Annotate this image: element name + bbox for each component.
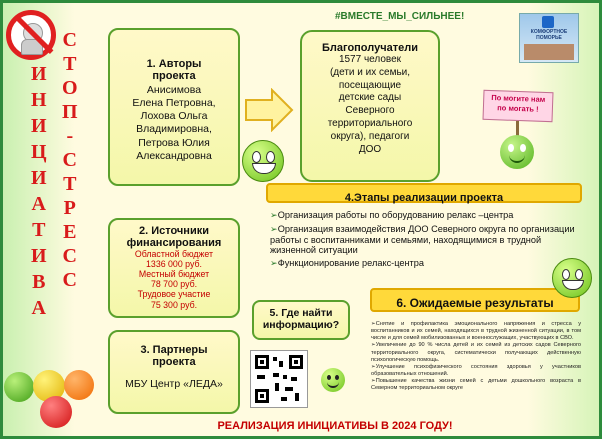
beneficiaries-box [300, 30, 440, 182]
orange-face-icon [64, 370, 94, 400]
authors-title: 1. Авторы проекта [146, 58, 202, 82]
stage-item [270, 258, 582, 269]
vertical-letter: С [62, 149, 77, 171]
beneficiaries-line: округа), педагоги [330, 130, 410, 142]
partners-text: МБУ Центр «ЛЕДА» [125, 378, 223, 390]
result-item-text: Увеличение до 90 % числа детей и их семей из детских садов Северного территориального округа, систематически получающих действенную психологическую помощь. [371, 342, 581, 363]
vertical-letter: А [31, 193, 46, 215]
stage-item [270, 224, 582, 255]
partners-title: 3. Партнеры проекта [140, 344, 208, 368]
beneficiaries-line: Северного [345, 105, 395, 117]
vertical-letter: Н [31, 89, 47, 111]
stage-bullet-icon: ➢ [270, 210, 278, 220]
vertical-letter: И [31, 245, 47, 267]
vertical-letter: Е [63, 221, 77, 243]
stages-title: 4.Этапы реализации проекта [344, 192, 504, 204]
author-name-line: Лохова Ольга [140, 110, 208, 123]
stages-list [270, 210, 582, 272]
financing-line: Местный бюджет [138, 269, 210, 280]
stage-item [270, 210, 582, 221]
vertical-letter: П [62, 101, 78, 123]
author-name-line: Анисимова [146, 84, 202, 96]
beneficiaries-title: Благополучатели [322, 42, 418, 54]
small-smiley-icon [321, 368, 345, 392]
vertical-title-stop-stress [62, 30, 78, 294]
results-title: 6. Ожидаемые результаты [396, 296, 554, 310]
vertical-letter: Р [63, 197, 76, 219]
right-smiley-icon [552, 258, 592, 298]
vertical-letter: Т [63, 173, 77, 195]
vertical-letter: И [31, 167, 47, 189]
vertical-letter: С [62, 269, 77, 291]
result-bullet-icon: ➢ [371, 321, 376, 327]
logo [519, 13, 579, 63]
qr-code [250, 350, 308, 408]
financing-line: 1336 000 руб. [146, 259, 202, 270]
results-list [371, 321, 581, 393]
stage-bullet-icon: ➢ [270, 258, 278, 268]
beneficiaries-line: посещающие [338, 79, 402, 91]
result-item-text: Снятие и профилактика эмоционального напряжения и стресса у воспитанников и их семей, находящихся в трудной жизненной ситуации, в том числе и для семей мобилизованных и военнослужащих, участвующих в СВО. [371, 321, 581, 342]
vertical-letter: И [31, 63, 47, 85]
vertical-letter: О [62, 77, 78, 99]
logo-line-2: ПОМОРЬЕ [536, 34, 562, 41]
beneficiaries-text [306, 54, 434, 156]
vertical-letter: А [31, 297, 46, 319]
author-name-line: Петрова Юлия [138, 136, 210, 149]
stage-item-text: Организация работы по оборудованию релакс –центра [277, 210, 514, 220]
vertical-letter: Т [32, 219, 46, 241]
stage-item-text: Организация взаимодействия ДОО Северного округа по организации работы с воспитанниками и семьями, находящимися в трудной жизненной ситуации [270, 224, 575, 255]
results-title-bar [370, 288, 580, 312]
result-bullet-icon: ➢ [371, 378, 376, 385]
vertical-letter: С [62, 29, 77, 51]
author-name-line: Елена Петровна, [132, 97, 216, 110]
beneficiaries-line: 1577 человек [338, 54, 402, 65]
result-item [371, 364, 581, 378]
financing-line: Трудовое участие [137, 289, 211, 300]
result-bullet-icon: ➢ [371, 363, 376, 370]
financing-line: Областной бюджет [134, 249, 214, 259]
footer-text: РЕАЛИЗАЦИЯ ИНИЦИАТИВЫ В 2024 ГОДУ! [217, 420, 453, 432]
stage-item-text: Функционирование релакс-центра [277, 258, 424, 268]
authors-box [108, 28, 240, 186]
beneficiaries-line: детские сады [338, 92, 402, 104]
green-smiley-icon [242, 140, 284, 182]
authors-names [114, 84, 234, 163]
help-sign-line-1: По могите нам [491, 93, 546, 104]
financing-title: 2. Источники финансирования [126, 225, 222, 249]
vertical-letter: В [32, 271, 46, 293]
sign-smiley-icon [500, 135, 534, 169]
find-info-box [252, 300, 350, 340]
no-stress-icon [6, 10, 56, 60]
result-item [371, 321, 581, 342]
find-info-title: 5. Где найти информацию? [262, 307, 340, 331]
beneficiaries-line: ДОО [358, 143, 382, 155]
help-sign [482, 90, 553, 122]
logo-line-1: КОМФОРТНОЕ [530, 29, 568, 35]
red-face-icon [40, 396, 72, 428]
result-bullet-icon: ➢ [371, 342, 376, 349]
financing-box [108, 218, 240, 318]
hashtag: #ВМЕСТЕ_МЫ_СИЛЬНЕЕ! [335, 11, 465, 22]
result-item-text: Повышение качества жизни семей с детьми дошкольного возраста в Северном территориальном округе [371, 378, 581, 392]
vertical-title-initiative [31, 64, 47, 324]
green-face-icon [4, 372, 34, 402]
partners-box [108, 330, 240, 414]
result-item [371, 378, 581, 392]
author-name-line: Владимировна, [136, 123, 212, 136]
result-item-text: Улучшение психофизического состояния здоровья у участников образовательных отношений. [371, 363, 581, 378]
help-sign-line-2: по могать ! [497, 103, 539, 114]
arrow-right-icon [244, 88, 294, 132]
financing-lines [114, 249, 234, 310]
stages-title-bar [266, 183, 582, 203]
vertical-letter: Ц [31, 141, 47, 163]
financing-line: 75 300 руб. [150, 299, 198, 310]
author-name-line: Александровна [136, 149, 212, 162]
beneficiaries-line: (дети и их семьи, [329, 66, 411, 78]
vertical-letter: Т [63, 53, 77, 75]
beneficiaries-line: территориального [327, 117, 413, 129]
stage-bullet-icon: ➢ [270, 224, 278, 234]
vertical-letter: И [31, 115, 47, 137]
result-item [371, 342, 581, 363]
vertical-letter: - [66, 125, 74, 147]
financing-line: 78 700 руб. [150, 279, 198, 290]
vertical-letter: С [62, 245, 77, 267]
